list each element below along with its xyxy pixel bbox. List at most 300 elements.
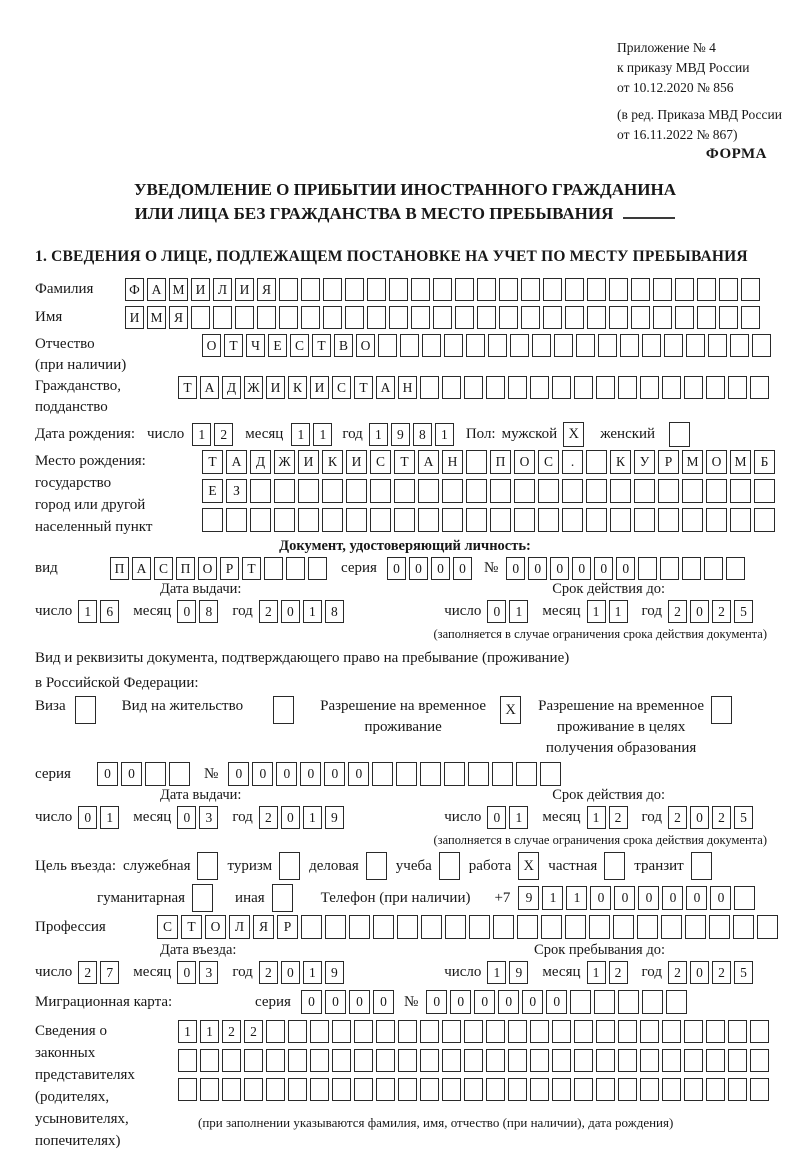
char-cell[interactable] (394, 479, 415, 503)
char-cell[interactable] (301, 306, 320, 329)
char-cell[interactable] (514, 479, 535, 503)
char-cell[interactable] (596, 376, 615, 399)
char-cell[interactable]: 0 (487, 806, 506, 829)
char-cell[interactable]: 1 (509, 600, 528, 623)
char-cell[interactable]: 0 (301, 990, 322, 1014)
char-cell[interactable] (587, 306, 606, 329)
char-cell[interactable]: 3 (199, 961, 218, 984)
char-cell[interactable] (250, 479, 271, 503)
char-cell[interactable] (684, 376, 703, 399)
char-cell[interactable] (288, 1020, 307, 1043)
char-cell[interactable] (741, 306, 760, 329)
char-cell[interactable] (521, 306, 540, 329)
char-cell[interactable] (464, 376, 483, 399)
char-cell[interactable] (394, 508, 415, 532)
char-cell[interactable]: 2 (609, 806, 628, 829)
char-cell[interactable] (398, 1078, 417, 1101)
char-cell[interactable] (532, 334, 551, 357)
char-cell[interactable]: 1 (435, 423, 454, 446)
char-cell[interactable] (540, 762, 561, 786)
char-cell[interactable] (510, 334, 529, 357)
char-cell[interactable] (367, 306, 386, 329)
char-cell[interactable]: 0 (528, 557, 547, 580)
char-cell[interactable]: И (191, 278, 210, 301)
char-cell[interactable]: Я (169, 306, 188, 329)
char-cell[interactable]: 1 (303, 600, 322, 623)
char-cell[interactable]: З (226, 479, 247, 503)
char-cell[interactable] (686, 334, 705, 357)
char-cell[interactable]: 1 (178, 1020, 197, 1043)
char-cell[interactable]: 0 (325, 990, 346, 1014)
char-cell[interactable] (274, 479, 295, 503)
char-cell[interactable]: 1 (609, 600, 628, 623)
residence-permit-checkbox[interactable] (273, 696, 294, 724)
char-cell[interactable] (516, 762, 537, 786)
char-cell[interactable] (202, 508, 223, 532)
char-cell[interactable]: 0 (690, 600, 709, 623)
char-cell[interactable] (400, 334, 419, 357)
char-cell[interactable]: Н (398, 376, 417, 399)
char-cell[interactable] (346, 508, 367, 532)
char-cell[interactable] (420, 1078, 439, 1101)
char-cell[interactable]: 2 (609, 961, 628, 984)
char-cell[interactable] (574, 376, 593, 399)
char-cell[interactable] (653, 278, 672, 301)
char-cell[interactable] (244, 1078, 263, 1101)
char-cell[interactable] (178, 1078, 197, 1101)
char-cell[interactable] (389, 278, 408, 301)
purpose-work-checkbox[interactable]: X (518, 852, 539, 880)
char-cell[interactable]: 1 (303, 806, 322, 829)
char-cell[interactable] (562, 508, 583, 532)
char-cell[interactable]: 2 (712, 600, 731, 623)
char-cell[interactable] (469, 915, 490, 939)
char-cell[interactable]: Д (250, 450, 271, 474)
char-cell[interactable] (442, 479, 463, 503)
char-cell[interactable] (728, 376, 747, 399)
char-cell[interactable]: А (418, 450, 439, 474)
char-cell[interactable] (741, 278, 760, 301)
char-cell[interactable] (310, 1049, 329, 1072)
char-cell[interactable] (508, 1020, 527, 1043)
char-cell[interactable] (488, 334, 507, 357)
char-cell[interactable] (637, 915, 658, 939)
char-cell[interactable] (310, 1020, 329, 1043)
char-cell[interactable] (301, 278, 320, 301)
char-cell[interactable]: П (110, 557, 129, 580)
char-cell[interactable] (323, 278, 342, 301)
char-cell[interactable]: 0 (324, 762, 345, 786)
char-cell[interactable] (530, 1049, 549, 1072)
char-cell[interactable] (538, 479, 559, 503)
char-cell[interactable] (442, 376, 461, 399)
char-cell[interactable]: 0 (453, 557, 472, 580)
char-cell[interactable] (730, 334, 749, 357)
char-cell[interactable]: А (200, 376, 219, 399)
char-cell[interactable]: И (125, 306, 144, 329)
char-cell[interactable]: 0 (228, 762, 249, 786)
char-cell[interactable] (754, 479, 775, 503)
gender-male-checkbox[interactable]: X (563, 422, 584, 447)
char-cell[interactable] (418, 508, 439, 532)
char-cell[interactable] (235, 306, 254, 329)
char-cell[interactable] (728, 1020, 747, 1043)
char-cell[interactable]: 5 (734, 961, 753, 984)
char-cell[interactable] (486, 1049, 505, 1072)
char-cell[interactable]: О (202, 334, 221, 357)
char-cell[interactable] (530, 1020, 549, 1043)
char-cell[interactable] (661, 915, 682, 939)
char-cell[interactable]: И (346, 450, 367, 474)
purpose-business-checkbox[interactable] (366, 852, 387, 880)
char-cell[interactable] (757, 915, 778, 939)
char-cell[interactable] (486, 1020, 505, 1043)
char-cell[interactable]: 0 (281, 806, 300, 829)
char-cell[interactable]: 6 (100, 600, 119, 623)
char-cell[interactable] (466, 479, 487, 503)
char-cell[interactable] (609, 278, 628, 301)
char-cell[interactable]: 2 (668, 806, 687, 829)
char-cell[interactable]: М (169, 278, 188, 301)
char-cell[interactable]: 1 (313, 423, 332, 446)
char-cell[interactable] (442, 1049, 461, 1072)
purpose-humanitarian-checkbox[interactable] (192, 884, 213, 912)
char-cell[interactable]: С (290, 334, 309, 357)
char-cell[interactable] (145, 762, 166, 786)
char-cell[interactable] (640, 376, 659, 399)
char-cell[interactable]: С (538, 450, 559, 474)
char-cell[interactable] (222, 1078, 241, 1101)
char-cell[interactable] (288, 1078, 307, 1101)
char-cell[interactable] (682, 557, 701, 580)
char-cell[interactable] (708, 334, 727, 357)
char-cell[interactable] (576, 334, 595, 357)
char-cell[interactable] (433, 278, 452, 301)
char-cell[interactable] (354, 1020, 373, 1043)
char-cell[interactable]: О (706, 450, 727, 474)
char-cell[interactable] (354, 1049, 373, 1072)
char-cell[interactable] (264, 557, 283, 580)
purpose-official-checkbox[interactable] (197, 852, 218, 880)
char-cell[interactable] (178, 1049, 197, 1072)
char-cell[interactable]: Т (202, 450, 223, 474)
char-cell[interactable]: Я (257, 278, 276, 301)
char-cell[interactable]: 1 (487, 961, 506, 984)
char-cell[interactable] (631, 306, 650, 329)
char-cell[interactable]: Р (220, 557, 239, 580)
char-cell[interactable] (662, 1049, 681, 1072)
char-cell[interactable]: 9 (391, 423, 410, 446)
char-cell[interactable]: 0 (348, 762, 369, 786)
char-cell[interactable] (596, 1049, 615, 1072)
char-cell[interactable]: 0 (281, 600, 300, 623)
char-cell[interactable]: 0 (349, 990, 370, 1014)
char-cell[interactable]: Ж (244, 376, 263, 399)
char-cell[interactable] (662, 1020, 681, 1043)
char-cell[interactable] (610, 508, 631, 532)
char-cell[interactable]: 0 (550, 557, 569, 580)
char-cell[interactable]: 0 (686, 886, 707, 910)
char-cell[interactable] (618, 990, 639, 1014)
char-cell[interactable]: 0 (431, 557, 450, 580)
char-cell[interactable] (570, 990, 591, 1014)
char-cell[interactable] (323, 306, 342, 329)
char-cell[interactable] (464, 1020, 483, 1043)
char-cell[interactable]: 0 (276, 762, 297, 786)
char-cell[interactable] (530, 376, 549, 399)
char-cell[interactable] (664, 334, 683, 357)
char-cell[interactable] (750, 1049, 769, 1072)
char-cell[interactable] (706, 1078, 725, 1101)
char-cell[interactable]: 2 (244, 1020, 263, 1043)
char-cell[interactable] (298, 479, 319, 503)
char-cell[interactable] (750, 376, 769, 399)
char-cell[interactable] (477, 306, 496, 329)
char-cell[interactable] (634, 479, 655, 503)
char-cell[interactable] (682, 508, 703, 532)
char-cell[interactable]: С (154, 557, 173, 580)
char-cell[interactable] (618, 1049, 637, 1072)
char-cell[interactable]: 9 (509, 961, 528, 984)
char-cell[interactable] (638, 557, 657, 580)
char-cell[interactable]: 1 (78, 600, 97, 623)
char-cell[interactable]: И (235, 278, 254, 301)
char-cell[interactable] (752, 334, 771, 357)
char-cell[interactable] (376, 1020, 395, 1043)
char-cell[interactable]: 1 (200, 1020, 219, 1043)
char-cell[interactable] (226, 508, 247, 532)
char-cell[interactable] (697, 278, 716, 301)
char-cell[interactable] (477, 278, 496, 301)
char-cell[interactable] (552, 1078, 571, 1101)
char-cell[interactable] (169, 762, 190, 786)
gender-female-checkbox[interactable] (669, 422, 690, 447)
char-cell[interactable]: О (205, 915, 226, 939)
char-cell[interactable] (420, 762, 441, 786)
char-cell[interactable]: Б (754, 450, 775, 474)
char-cell[interactable]: Ж (274, 450, 295, 474)
char-cell[interactable] (200, 1078, 219, 1101)
char-cell[interactable]: 0 (373, 990, 394, 1014)
char-cell[interactable] (508, 1049, 527, 1072)
char-cell[interactable]: 2 (214, 423, 233, 446)
char-cell[interactable]: Е (202, 479, 223, 503)
char-cell[interactable] (250, 508, 271, 532)
char-cell[interactable]: 0 (522, 990, 543, 1014)
char-cell[interactable]: 2 (712, 961, 731, 984)
char-cell[interactable] (464, 1078, 483, 1101)
char-cell[interactable] (490, 479, 511, 503)
char-cell[interactable] (244, 1049, 263, 1072)
char-cell[interactable]: 1 (587, 961, 606, 984)
char-cell[interactable]: 9 (325, 806, 344, 829)
char-cell[interactable] (397, 915, 418, 939)
char-cell[interactable] (191, 306, 210, 329)
char-cell[interactable]: 5 (734, 600, 753, 623)
char-cell[interactable]: 2 (259, 600, 278, 623)
char-cell[interactable] (684, 1078, 703, 1101)
char-cell[interactable] (442, 1078, 461, 1101)
char-cell[interactable]: Т (312, 334, 331, 357)
char-cell[interactable]: Т (242, 557, 261, 580)
char-cell[interactable]: 3 (199, 806, 218, 829)
char-cell[interactable]: М (730, 450, 751, 474)
char-cell[interactable] (354, 1078, 373, 1101)
char-cell[interactable] (420, 1020, 439, 1043)
char-cell[interactable] (730, 479, 751, 503)
char-cell[interactable] (609, 306, 628, 329)
char-cell[interactable]: Н (442, 450, 463, 474)
char-cell[interactable]: Р (658, 450, 679, 474)
char-cell[interactable]: Т (394, 450, 415, 474)
char-cell[interactable] (552, 376, 571, 399)
char-cell[interactable]: 0 (662, 886, 683, 910)
char-cell[interactable] (310, 1078, 329, 1101)
char-cell[interactable] (396, 762, 417, 786)
char-cell[interactable] (596, 1078, 615, 1101)
char-cell[interactable] (493, 915, 514, 939)
char-cell[interactable] (325, 915, 346, 939)
char-cell[interactable] (640, 1049, 659, 1072)
char-cell[interactable] (562, 479, 583, 503)
char-cell[interactable]: Е (268, 334, 287, 357)
char-cell[interactable] (370, 508, 391, 532)
char-cell[interactable] (675, 306, 694, 329)
char-cell[interactable]: В (334, 334, 353, 357)
char-cell[interactable] (706, 479, 727, 503)
char-cell[interactable] (508, 376, 527, 399)
char-cell[interactable] (596, 1020, 615, 1043)
char-cell[interactable]: И (298, 450, 319, 474)
char-cell[interactable] (594, 990, 615, 1014)
char-cell[interactable] (279, 278, 298, 301)
char-cell[interactable]: Л (229, 915, 250, 939)
char-cell[interactable]: 0 (690, 806, 709, 829)
char-cell[interactable]: 0 (546, 990, 567, 1014)
char-cell[interactable] (420, 1049, 439, 1072)
char-cell[interactable]: 0 (426, 990, 447, 1014)
char-cell[interactable] (586, 450, 607, 474)
char-cell[interactable] (709, 915, 730, 939)
char-cell[interactable]: 2 (222, 1020, 241, 1043)
char-cell[interactable] (322, 508, 343, 532)
char-cell[interactable]: 5 (734, 806, 753, 829)
char-cell[interactable]: 0 (498, 990, 519, 1014)
char-cell[interactable] (538, 508, 559, 532)
char-cell[interactable] (332, 1049, 351, 1072)
char-cell[interactable]: 0 (710, 886, 731, 910)
char-cell[interactable] (684, 1020, 703, 1043)
char-cell[interactable]: П (176, 557, 195, 580)
char-cell[interactable] (370, 479, 391, 503)
char-cell[interactable] (750, 1020, 769, 1043)
char-cell[interactable]: 1 (192, 423, 211, 446)
char-cell[interactable] (442, 1020, 461, 1043)
char-cell[interactable]: 0 (572, 557, 591, 580)
char-cell[interactable] (697, 306, 716, 329)
char-cell[interactable]: Т (178, 376, 197, 399)
char-cell[interactable]: 1 (303, 961, 322, 984)
char-cell[interactable]: 0 (97, 762, 118, 786)
char-cell[interactable] (574, 1049, 593, 1072)
char-cell[interactable] (613, 915, 634, 939)
char-cell[interactable]: 1 (509, 806, 528, 829)
char-cell[interactable]: 0 (616, 557, 635, 580)
char-cell[interactable] (642, 334, 661, 357)
char-cell[interactable] (508, 1078, 527, 1101)
visa-checkbox[interactable] (75, 696, 96, 724)
char-cell[interactable]: О (356, 334, 375, 357)
char-cell[interactable] (719, 278, 738, 301)
char-cell[interactable] (308, 557, 327, 580)
char-cell[interactable] (266, 1049, 285, 1072)
char-cell[interactable] (640, 1078, 659, 1101)
char-cell[interactable]: К (322, 450, 343, 474)
char-cell[interactable]: А (226, 450, 247, 474)
char-cell[interactable]: 0 (177, 961, 196, 984)
purpose-private-checkbox[interactable] (604, 852, 625, 880)
char-cell[interactable]: К (610, 450, 631, 474)
char-cell[interactable]: С (370, 450, 391, 474)
char-cell[interactable] (442, 508, 463, 532)
char-cell[interactable] (634, 508, 655, 532)
char-cell[interactable]: 0 (177, 806, 196, 829)
char-cell[interactable] (554, 334, 573, 357)
purpose-transit-checkbox[interactable] (691, 852, 712, 880)
purpose-study-checkbox[interactable] (439, 852, 460, 880)
char-cell[interactable]: 1 (587, 600, 606, 623)
purpose-tourism-checkbox[interactable] (279, 852, 300, 880)
char-cell[interactable]: 0 (409, 557, 428, 580)
char-cell[interactable] (376, 1049, 395, 1072)
char-cell[interactable] (734, 886, 755, 910)
char-cell[interactable] (266, 1020, 285, 1043)
char-cell[interactable]: Л (213, 278, 232, 301)
char-cell[interactable]: 9 (325, 961, 344, 984)
char-cell[interactable] (444, 762, 465, 786)
char-cell[interactable] (684, 1049, 703, 1072)
char-cell[interactable] (466, 508, 487, 532)
char-cell[interactable] (486, 1078, 505, 1101)
char-cell[interactable] (666, 990, 687, 1014)
char-cell[interactable] (728, 1049, 747, 1072)
char-cell[interactable] (288, 1049, 307, 1072)
char-cell[interactable] (586, 508, 607, 532)
char-cell[interactable] (565, 915, 586, 939)
char-cell[interactable] (587, 278, 606, 301)
char-cell[interactable]: Р (277, 915, 298, 939)
char-cell[interactable] (706, 1020, 725, 1043)
char-cell[interactable] (376, 1078, 395, 1101)
char-cell[interactable]: П (490, 450, 511, 474)
char-cell[interactable] (631, 278, 650, 301)
char-cell[interactable] (378, 334, 397, 357)
char-cell[interactable]: К (288, 376, 307, 399)
char-cell[interactable] (346, 479, 367, 503)
char-cell[interactable]: 1 (369, 423, 388, 446)
char-cell[interactable]: И (266, 376, 285, 399)
char-cell[interactable]: 0 (690, 961, 709, 984)
char-cell[interactable] (455, 306, 474, 329)
char-cell[interactable]: Д (222, 376, 241, 399)
char-cell[interactable]: 1 (291, 423, 310, 446)
char-cell[interactable] (682, 479, 703, 503)
char-cell[interactable] (332, 1020, 351, 1043)
char-cell[interactable]: 0 (450, 990, 471, 1014)
char-cell[interactable] (411, 306, 430, 329)
char-cell[interactable] (521, 278, 540, 301)
char-cell[interactable]: О (198, 557, 217, 580)
